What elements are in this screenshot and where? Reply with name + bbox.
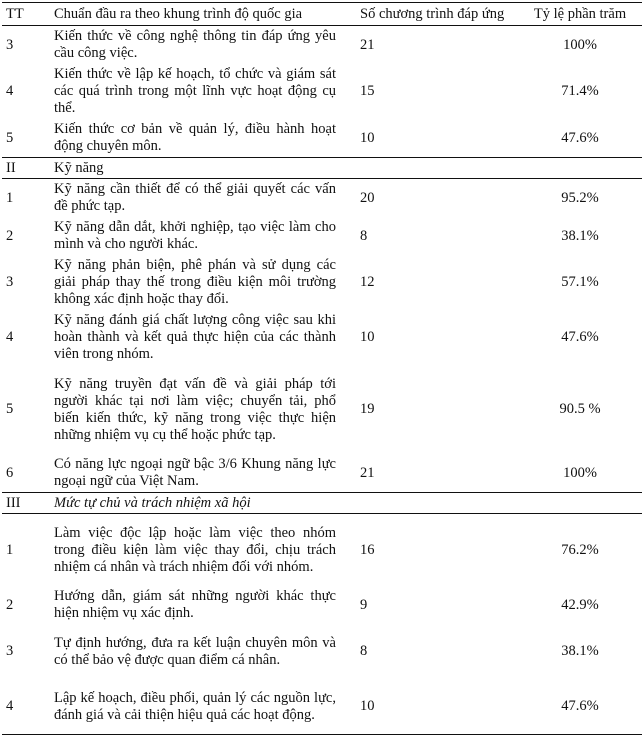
row-description: Lập kế hoạch, điều phối, quản lý các nguồn lực, đánh giá và cải thiện hiệu quả các hoạt động. — [50, 679, 346, 735]
row-percentage: 47.6% — [561, 329, 599, 345]
row-tt: 6 — [6, 464, 14, 481]
section-number: II — [2, 158, 50, 179]
table-row — [2, 586, 642, 624]
row-program-count: 19 — [360, 401, 375, 417]
row-description: Kiến thức về lập kế hoạch, tổ chức và giám sát các quá trình trong một lĩnh vực hoạt động cụ thể. — [54, 66, 336, 116]
row-tt: 2 — [6, 596, 14, 613]
row-program-count: 10 — [360, 129, 375, 146]
row-description: Kỹ năng truyền đạt vấn đề và giải pháp tới người khác tại nơi làm việc; chuyển tải, phổ biến kiến thức, kỹ năng trong việc thực hiện những nhiệm vụ cụ thể hoặc phức tạp. — [54, 375, 336, 443]
table-row — [2, 26, 642, 65]
table-row — [2, 454, 642, 493]
table-row — [2, 310, 642, 365]
row-tt: 4 — [2, 679, 50, 735]
table-row — [2, 64, 642, 119]
row-description: Hướng dẫn, giám sát những người khác thực hiện nhiệm vụ xác định. — [54, 588, 336, 621]
row-program-count: 8 — [360, 227, 368, 244]
row-tt: 1 — [6, 541, 14, 558]
row-percentage: 100% — [563, 36, 597, 53]
row-percentage: 100% — [563, 464, 597, 481]
row-program-count: 10 — [360, 329, 375, 345]
row-tt: 3 — [6, 36, 14, 53]
row-tt: 1 — [6, 189, 14, 206]
section-title: Mức tự chủ và trách nhiệm xã hội — [50, 493, 642, 514]
row-description: Kiến thức về công nghệ thông tin đáp ứng yêu cầu công việc. — [54, 28, 336, 61]
row-description: Có năng lực ngoại ngữ bậc 3/6 Khung năng lực ngoại ngữ của Việt Nam. — [54, 456, 336, 489]
row-program-count: 15 — [360, 83, 375, 99]
outcomes-table-body — [2, 3, 642, 735]
row-program-count: 9 — [360, 596, 368, 613]
section-title: Kỹ năng — [50, 158, 642, 179]
row-description: Kỹ năng cần thiết để có thể giải quyết các vấn đề phức tạp. — [54, 181, 336, 214]
row-tt: 5 — [6, 129, 14, 146]
row-description: Kỹ năng đánh giá chất lượng công việc sau khi hoàn thành và kết quả thực hiện của các thành viên trong nhóm. — [54, 312, 336, 362]
row-program-count: 20 — [360, 189, 375, 206]
row-tt: 4 — [6, 329, 14, 345]
header-percentage: Tỷ lệ phần trăm — [518, 3, 642, 26]
table-row — [2, 679, 642, 735]
table-row — [2, 514, 642, 587]
row-percentage: 71.4% — [561, 83, 599, 99]
table-row — [2, 255, 642, 310]
section-row — [2, 493, 642, 514]
row-description: Làm việc độc lập hoặc làm việc theo nhóm trong điều kiện làm việc thay đổi, chịu trách nhiệm cá nhân và trách nhiệm đối với nhóm. — [54, 524, 336, 575]
table-row — [2, 217, 642, 255]
table-row — [2, 624, 642, 679]
row-percentage: 57.1% — [561, 274, 599, 290]
row-percentage: 42.9% — [561, 596, 599, 613]
section-number: III — [2, 493, 50, 514]
table-row — [2, 119, 642, 158]
row-percentage: 76.2% — [561, 541, 599, 558]
row-description: Tự định hướng, đưa ra kết luận chuyên môn và có thể bảo vệ được quan điểm cá nhân. — [54, 634, 336, 668]
row-description: Kỹ năng phản biện, phê phán và sử dụng các giải pháp thay thế trong điều kiện môi trường không xác định hoặc thay đổi. — [54, 257, 336, 307]
header-program-count: Số chương trình đáp ứng — [346, 3, 518, 26]
row-program-count: 10 — [346, 679, 518, 735]
row-percentage: 90.5 % — [559, 401, 601, 417]
row-program-count: 12 — [360, 274, 375, 290]
row-description: Kỹ năng dẫn dắt, khởi nghiệp, tạo việc làm cho mình và cho người khác. — [54, 219, 336, 252]
row-program-count: 16 — [360, 541, 375, 558]
row-percentage: 47.6% — [518, 679, 642, 735]
row-percentage: 38.1% — [561, 227, 599, 244]
row-tt: 4 — [6, 83, 14, 99]
header-description: Chuẩn đầu ra theo khung trình độ quốc gia — [50, 3, 346, 26]
header-tt: TT — [2, 3, 50, 26]
row-program-count: 21 — [360, 464, 375, 481]
row-description: Kiến thức cơ bản về quản lý, điều hành hoạt động chuyên môn. — [54, 121, 336, 154]
row-tt: 5 — [6, 401, 14, 417]
table-header-row — [2, 3, 642, 26]
row-percentage: 95.2% — [561, 189, 599, 206]
outcomes-table — [2, 2, 642, 735]
table-row — [2, 179, 642, 218]
row-percentage: 47.6% — [561, 129, 599, 146]
row-program-count: 21 — [360, 36, 375, 53]
row-percentage: 38.1% — [561, 643, 599, 659]
row-tt: 3 — [6, 274, 14, 290]
row-tt: 3 — [6, 643, 14, 659]
row-program-count: 8 — [360, 643, 368, 659]
section-row — [2, 158, 642, 179]
table-row — [2, 365, 642, 454]
row-tt: 2 — [6, 227, 14, 244]
